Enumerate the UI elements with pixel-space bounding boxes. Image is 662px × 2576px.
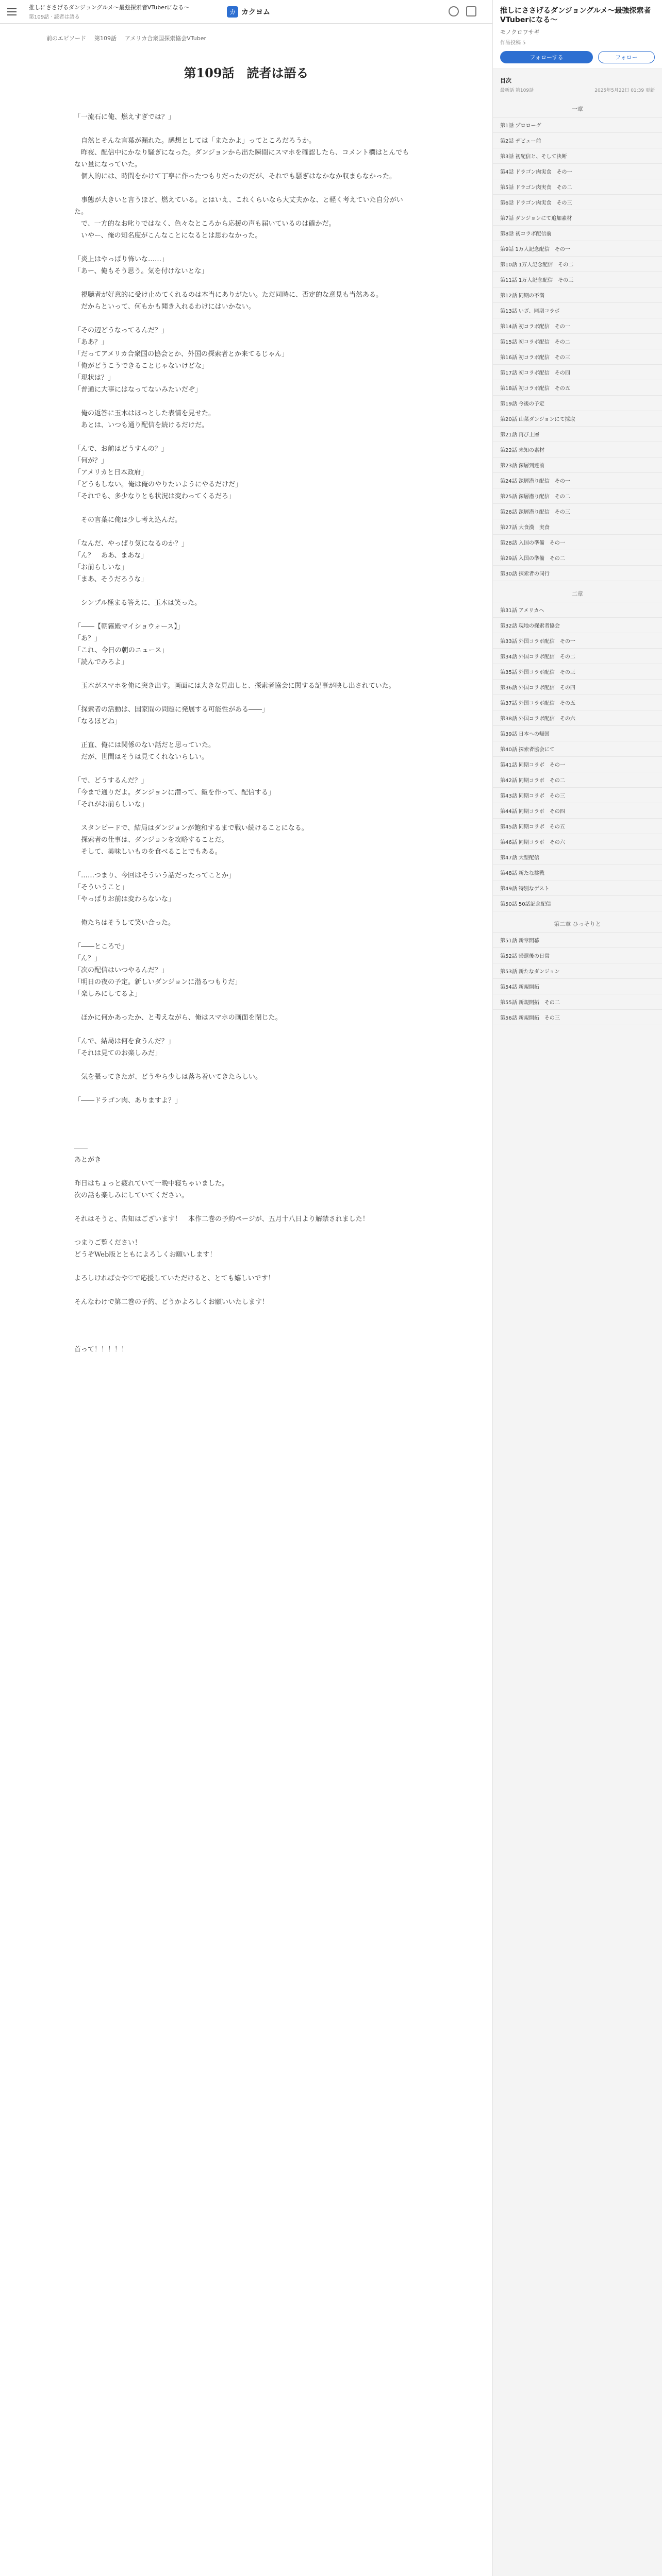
toc-episode-link[interactable]: 第1話 プロローグ xyxy=(493,117,662,133)
toc-episode-link[interactable]: 第20話 山菜ダンジョンにて採取 xyxy=(493,411,662,427)
site-logo[interactable] xyxy=(227,6,270,18)
body-paragraph xyxy=(74,526,409,538)
toc-episode-link[interactable]: 第46話 同期コラボ その六 xyxy=(493,834,662,850)
toc-episode-link[interactable]: 第36話 外国コラボ配信 その四 xyxy=(493,680,662,695)
body-paragraph xyxy=(74,277,409,289)
body-paragraph: 視聴者が好意的に受け止めてくれるのは本当にありがたい。ただ同時に、否定的な意見も当然ある。 xyxy=(74,291,383,299)
body-paragraph xyxy=(74,1000,409,1012)
follow-work-button[interactable]: フォローする xyxy=(500,51,593,63)
body-paragraph xyxy=(74,1166,409,1178)
body-paragraph xyxy=(74,858,409,870)
body-paragraph: そして、美味しいものを食べることでもある。 xyxy=(74,848,222,856)
body-paragraph: いやー、俺の知名度がこんなことになるとは思わなかった。 xyxy=(74,232,262,240)
body-paragraph xyxy=(74,1130,409,1142)
body-paragraph: 「なるほどね」 xyxy=(74,718,122,725)
toc-episode-link[interactable]: 第37話 外国コラボ配信 その五 xyxy=(493,695,662,710)
body-paragraph: 「あー、俺もそう思う。気を付けないとな」 xyxy=(74,267,208,275)
toc-episode-link[interactable]: 第17話 初コラボ配信 その四 xyxy=(493,365,662,380)
body-paragraph: あとは、いつも通り配信を続けるだけだ。 xyxy=(74,421,209,429)
toc-episode-link[interactable]: 第24話 深層潜り配信 その一 xyxy=(493,473,662,488)
menu-icon[interactable] xyxy=(0,0,24,24)
body-paragraph: 個人的には、時間をかけて丁寧に作ったつもりだったのだが、それでも騒ぎはなかなか収まらなかった。 xyxy=(74,173,396,180)
body-paragraph xyxy=(74,692,409,704)
body-paragraph: 「今まで通りだよ。ダンジョンに潜って、飯を作って、配信する」 xyxy=(74,789,275,796)
toc-episode-link[interactable]: 第23話 深層到達前 xyxy=(493,457,662,473)
toc-episode-link[interactable]: 第3話 初配信と、そして決断 xyxy=(493,148,662,164)
sidebar-work-title[interactable]: 推しにささげるダンジョングルメ〜最強探索者VTuberになる〜 xyxy=(500,7,651,24)
body-paragraph: 「一流石に俺、燃えすぎでは？」 xyxy=(74,113,175,121)
sidebar-author[interactable]: モノクロワサギ xyxy=(500,29,540,36)
toc-episode-link[interactable]: 第47話 大型配信 xyxy=(493,850,662,865)
toc-episode-link[interactable]: 第48話 新たな挑戦 xyxy=(493,865,662,880)
body-paragraph: 「読んでみろよ」 xyxy=(74,658,128,666)
toc-episode-link[interactable]: 第8話 初コラボ配信前 xyxy=(493,226,662,241)
sidebar xyxy=(492,0,662,2576)
toc-episode-link[interactable]: 第26話 深層潜り配信 その三 xyxy=(493,504,662,519)
body-paragraph: 昨夜、配信中にかなり騒ぎになった。ダンジョンから出た瞬間にスマホを確認したら、コメント欄はとんでもない量になっていた。 xyxy=(74,149,409,168)
toc-episode-link[interactable]: 第25話 深層潜り配信 その二 xyxy=(493,488,662,504)
body-paragraph: 「んで、結局は何を食うんだ？」 xyxy=(74,1038,175,1045)
body-paragraph: 「炎上はやっぱり怖いな……」 xyxy=(74,256,169,263)
body-paragraph: あとがき xyxy=(74,1156,102,1164)
body-paragraph xyxy=(74,502,409,514)
toc-episode-link[interactable]: 第50話 50話記念配信 xyxy=(493,896,662,911)
body-paragraph: その言葉に俺は少し考え込んだ。 xyxy=(74,516,182,524)
body-paragraph: 「どうもしない。俺は俺のやりたいようにやるだけだ」 xyxy=(74,481,242,488)
toc-heading: 目次 xyxy=(500,77,511,84)
toc-episode-link[interactable]: 第2話 デビュー前 xyxy=(493,133,662,148)
body-paragraph: 「やっぱりお前は変わらないな」 xyxy=(74,895,175,903)
body-paragraph: 自然とそんな言葉が漏れた。感想としては「またかよ」ってところだろうか。 xyxy=(74,137,316,145)
body-paragraph: 「その辺どうなってるんだ？」 xyxy=(74,327,169,334)
toc-episode-link[interactable]: 第38話 外国コラボ配信 その六 xyxy=(493,710,662,726)
body-paragraph: どうぞWeb版とともによろしくお願いします！ xyxy=(74,1251,217,1259)
body-paragraph: そんなわけで第二巻の予約、どうかよろしくお願いいたします！ xyxy=(74,1298,269,1306)
body-paragraph: よろしければ☆や♡で応援していただけると、とても嬉しいです！ xyxy=(74,1275,275,1282)
body-paragraph xyxy=(74,585,409,597)
body-paragraph: 「ん？」 xyxy=(74,955,102,962)
body-paragraph xyxy=(74,313,409,325)
body-paragraph xyxy=(74,1059,409,1071)
prev-episode-link[interactable]: 前のエピソード xyxy=(46,35,86,42)
chapter-heading-3: 第二章 ひっそりと xyxy=(493,916,662,933)
body-paragraph: 気を張ってきたが、どうやら少しは落ち着いてきたらしい。 xyxy=(74,1073,262,1081)
body-paragraph: ほかに何かあったか、と考えながら、俺はスマホの画面を閉じた。 xyxy=(74,1014,282,1022)
body-paragraph: 「ん？ ああ、まあな」 xyxy=(74,552,148,560)
episode-subtitle: 第109話 · 読者は語る xyxy=(29,14,80,20)
body-paragraph xyxy=(74,668,409,680)
body-paragraph: 「――【朝霧殿マイショウォース】」 xyxy=(74,623,184,631)
body-paragraph: 首って！！！！！ xyxy=(74,1346,128,1353)
toc-episode-link[interactable]: 第11話 1万人記念配信 その三 xyxy=(493,272,662,287)
body-paragraph: 「んで、お前はどうすんの？」 xyxy=(74,445,168,453)
body-paragraph: 正直、俺には関係のない話だと思っていた。 xyxy=(74,741,216,749)
body-paragraph xyxy=(74,1332,409,1344)
body-paragraph xyxy=(74,763,409,775)
toc-episode-link[interactable]: 第39話 日本への帰国 xyxy=(493,726,662,741)
toc-episode-link[interactable]: 第51話 新章開幕 xyxy=(493,933,662,948)
body-paragraph xyxy=(74,123,409,135)
body-paragraph xyxy=(74,1284,409,1296)
body-paragraph xyxy=(74,727,409,739)
body-paragraph: 「それは見てのお楽しみだ」 xyxy=(74,1049,162,1057)
body-paragraph: 「――ところで」 xyxy=(74,943,128,951)
body-paragraph: 「だってアメリカ合衆国の協会とか、外国の探索者とか来てるじゃん」 xyxy=(74,350,289,358)
body-paragraph xyxy=(74,396,409,408)
body-paragraph: 「次の配信はいつやるんだ？」 xyxy=(74,967,169,974)
episode-number: 第109話 xyxy=(94,35,117,42)
body-paragraph: 「なんだ、やっぱり気になるのか？」 xyxy=(74,540,189,548)
body-paragraph xyxy=(74,182,409,194)
body-paragraph: 玉木がスマホを俺に突き出す。画面には大きな見出しと、探索者協会に関する記事が映し出されていた。 xyxy=(74,682,395,690)
toc-episode-link[interactable]: 第19話 今後の予定 xyxy=(493,396,662,411)
body-paragraph xyxy=(74,1320,409,1332)
toc-episode-link[interactable]: 第10話 1万人記念配信 その二 xyxy=(493,257,662,272)
body-paragraph: 俺の返答に玉木はほっとした表情を見せた。 xyxy=(74,410,216,417)
body-paragraph: だが、世間はそうは見てくれないらしい。 xyxy=(74,753,209,761)
body-paragraph: 「……つまり、今回はそういう話だったってことか」 xyxy=(74,872,236,879)
toc-episode-link[interactable]: 第15話 初コラボ配信 その二 xyxy=(493,334,662,349)
body-paragraph: 「それでも、多少なりとも状況は変わってくるだろ」 xyxy=(74,493,235,500)
episode-nav xyxy=(46,34,206,42)
logo-text: カクヨム xyxy=(241,8,270,16)
toc-episode-link[interactable]: 第5話 ドラゴン肉実食 その二 xyxy=(493,179,662,195)
body-paragraph: 「アメリカと日本政府」 xyxy=(74,469,148,477)
body-paragraph: スタンピードで、結局はダンジョンが飽和するまで戦い続けることになる。 xyxy=(74,824,308,832)
work-title[interactable]: 推しにささげるダンジョングルメ〜最強探索者VTuberになる〜 xyxy=(29,4,190,11)
body-paragraph: 「楽しみにしてるよ」 xyxy=(74,990,142,998)
toc-episode-link[interactable]: 第43話 同期コラボ その三 xyxy=(493,788,662,803)
body-paragraph: 「そういうこと」 xyxy=(74,884,128,891)
toc-episode-link[interactable]: 第54話 新規開拓 xyxy=(493,979,662,994)
chapter-link[interactable]: アメリカ合衆国探索協会VTuber xyxy=(125,35,207,42)
toc-episode-link[interactable]: 第55話 新規開拓 その二 xyxy=(493,994,662,1010)
body-paragraph: で、一方的なお叱りではなく、色々なところから応援の声も届いているのは確かだ。 xyxy=(74,220,336,228)
toc-episode-link[interactable]: 第7話 ダンジョンにて追加素材 xyxy=(493,210,662,226)
toc-episode-link[interactable]: 第40話 探索者協会にて xyxy=(493,741,662,757)
latest-episode: 最新話 第109話 xyxy=(500,88,534,93)
body-paragraph: 「それがお前らしいな」 xyxy=(74,801,148,808)
body-paragraph xyxy=(74,609,409,621)
toc-episode-link[interactable]: 第30話 探索者の同行 xyxy=(493,566,662,581)
chapter-heading-1: 一章 xyxy=(493,100,662,117)
toc-episode-link[interactable]: 第32話 現地の探索者協会 xyxy=(493,618,662,633)
body-paragraph: 「まあ、そうだろうな」 xyxy=(74,575,148,583)
body-paragraph xyxy=(74,1024,409,1036)
body-paragraph xyxy=(74,1261,409,1273)
body-paragraph: 昨日はちょっと疲れていて一晩中寝ちゃいました。 xyxy=(74,1180,229,1188)
toc-episode-link[interactable]: 第22話 未知の素材 xyxy=(493,442,662,457)
body-paragraph: つまりご覧ください！ xyxy=(74,1239,142,1247)
toc-episode-link[interactable]: 第49話 特別なゲスト xyxy=(493,880,662,896)
body-paragraph xyxy=(74,810,409,822)
toc-episode-link[interactable]: 第42話 同期コラボ その二 xyxy=(493,772,662,788)
episode-title: 第109話 読者は語る xyxy=(184,65,309,80)
episode-body xyxy=(74,111,409,1355)
body-paragraph xyxy=(74,1201,409,1213)
toc-episode-link[interactable]: 第29話 入国の準備 その二 xyxy=(493,550,662,566)
toc-episode-link[interactable]: 第21話 再び上層 xyxy=(493,427,662,442)
body-paragraph: シンプル極まる答えに、玉木は笑った。 xyxy=(74,599,202,607)
toc-episode-link[interactable]: 第52話 帰還後の日常 xyxy=(493,948,662,963)
toc-episode-link[interactable]: 第34話 外国コラボ配信 その二 xyxy=(493,649,662,664)
body-paragraph xyxy=(74,1118,409,1130)
body-paragraph xyxy=(74,905,409,917)
settings-icon[interactable] xyxy=(466,6,476,16)
toc-episode-link[interactable]: 第27話 大食漢 実食 xyxy=(493,519,662,535)
toc-episode-link[interactable]: 第14話 初コラボ配信 その一 xyxy=(493,318,662,334)
sidebar-meta: 作品投稿 5 xyxy=(500,40,526,46)
sidebar-header xyxy=(493,0,662,69)
body-paragraph: 「で、どうするんだ？」 xyxy=(74,777,148,785)
chapter-1-list xyxy=(493,117,662,581)
toc-episode-link[interactable]: 第35話 外国コラボ配信 その三 xyxy=(493,664,662,680)
body-paragraph: 次の話も楽しみにしていてください。 xyxy=(74,1192,189,1199)
chapter-heading-2: 二章 xyxy=(493,585,662,602)
body-paragraph xyxy=(74,1308,409,1320)
body-paragraph: 事態が大きいと言うほど、燃えている。とはいえ、これくらいなら大丈夫かな、と軽く考えていた自分がいた。 xyxy=(74,196,403,216)
toc-episode-link[interactable]: 第45話 同期コラボ その五 xyxy=(493,819,662,834)
body-paragraph xyxy=(74,242,409,253)
body-paragraph xyxy=(74,1107,409,1118)
toc-episode-link[interactable]: 第4話 ドラゴン肉実食 その一 xyxy=(493,164,662,179)
body-paragraph xyxy=(74,929,409,941)
last-updated: 2025年5月22日 01:39 更新 xyxy=(594,88,655,93)
logo-mark: カ xyxy=(227,6,238,18)
toc-episode-link[interactable]: 第12話 同期の不満 xyxy=(493,287,662,303)
body-paragraph xyxy=(74,431,409,443)
body-paragraph: ―― xyxy=(74,1144,88,1152)
body-paragraph xyxy=(74,1083,409,1095)
toc-episode-link[interactable]: 第53話 新たなダンジョン xyxy=(493,963,662,979)
body-paragraph: 「普通に大事にはなってないみたいだぞ」 xyxy=(74,386,202,394)
body-paragraph: 俺たちはそうして笑い合った。 xyxy=(74,919,175,927)
toc-episode-link[interactable]: 第16話 初コラボ配信 その三 xyxy=(493,349,662,365)
search-icon[interactable] xyxy=(449,6,459,16)
body-paragraph: 「ああ？」 xyxy=(74,338,108,346)
toc-episode-link[interactable]: 第9話 1万人記念配信 その一 xyxy=(493,241,662,257)
toc-episode-link[interactable]: 第31話 アメリカへ xyxy=(493,602,662,618)
toc-episode-link[interactable]: 第6話 ドラゴン肉実食 その三 xyxy=(493,195,662,210)
body-paragraph: 「これ、今日の朝のニュース」 xyxy=(74,647,169,654)
toc-episode-link[interactable]: 第13話 いざ、同期コラボ xyxy=(493,303,662,318)
toc-episode-link[interactable]: 第18話 初コラボ配信 その五 xyxy=(493,380,662,396)
body-paragraph: だからといって、何もかも聞き入れるわけにはいかない。 xyxy=(74,303,255,311)
chapter-2-list xyxy=(493,602,662,911)
body-paragraph: 「あ？」 xyxy=(74,635,102,642)
body-paragraph: 「明日の夜の予定。新しいダンジョンに潜るつもりだ」 xyxy=(74,978,242,986)
work-info[interactable] xyxy=(24,3,220,20)
body-paragraph: 「――ドラゴン肉、ありますよ？」 xyxy=(74,1097,182,1105)
toc-episode-link[interactable]: 第41話 同期コラボ その一 xyxy=(493,757,662,772)
toc-episode-link[interactable]: 第56話 新規開拓 その三 xyxy=(493,1010,662,1025)
toc-episode-link[interactable]: 第44話 同期コラボ その四 xyxy=(493,803,662,819)
toc-episode-link[interactable]: 第28話 入国の準備 その一 xyxy=(493,535,662,550)
body-paragraph: 「探索者の活動は、国家間の問題に発展する可能性がある――」 xyxy=(74,706,269,714)
body-paragraph: 「現状は？」 xyxy=(74,374,115,382)
body-paragraph: 探索者の仕事は、ダンジョンを攻略することだ。 xyxy=(74,836,228,844)
body-paragraph: 「俺がどうこうできることじゃないけどな」 xyxy=(74,362,209,370)
toc-episode-link[interactable]: 第33話 外国コラボ配信 その一 xyxy=(493,633,662,649)
body-paragraph: 「お前らしいな」 xyxy=(74,564,128,571)
follow-author-button[interactable]: フォロー xyxy=(598,51,655,63)
body-paragraph: 「何が？」 xyxy=(74,457,108,465)
body-paragraph xyxy=(74,1225,409,1237)
body-paragraph: それはそうと、告知はございます！ 本作二巻の予約ページが、五月十八日より解禁されました！ xyxy=(74,1215,369,1223)
chapter-3-list xyxy=(493,933,662,1025)
